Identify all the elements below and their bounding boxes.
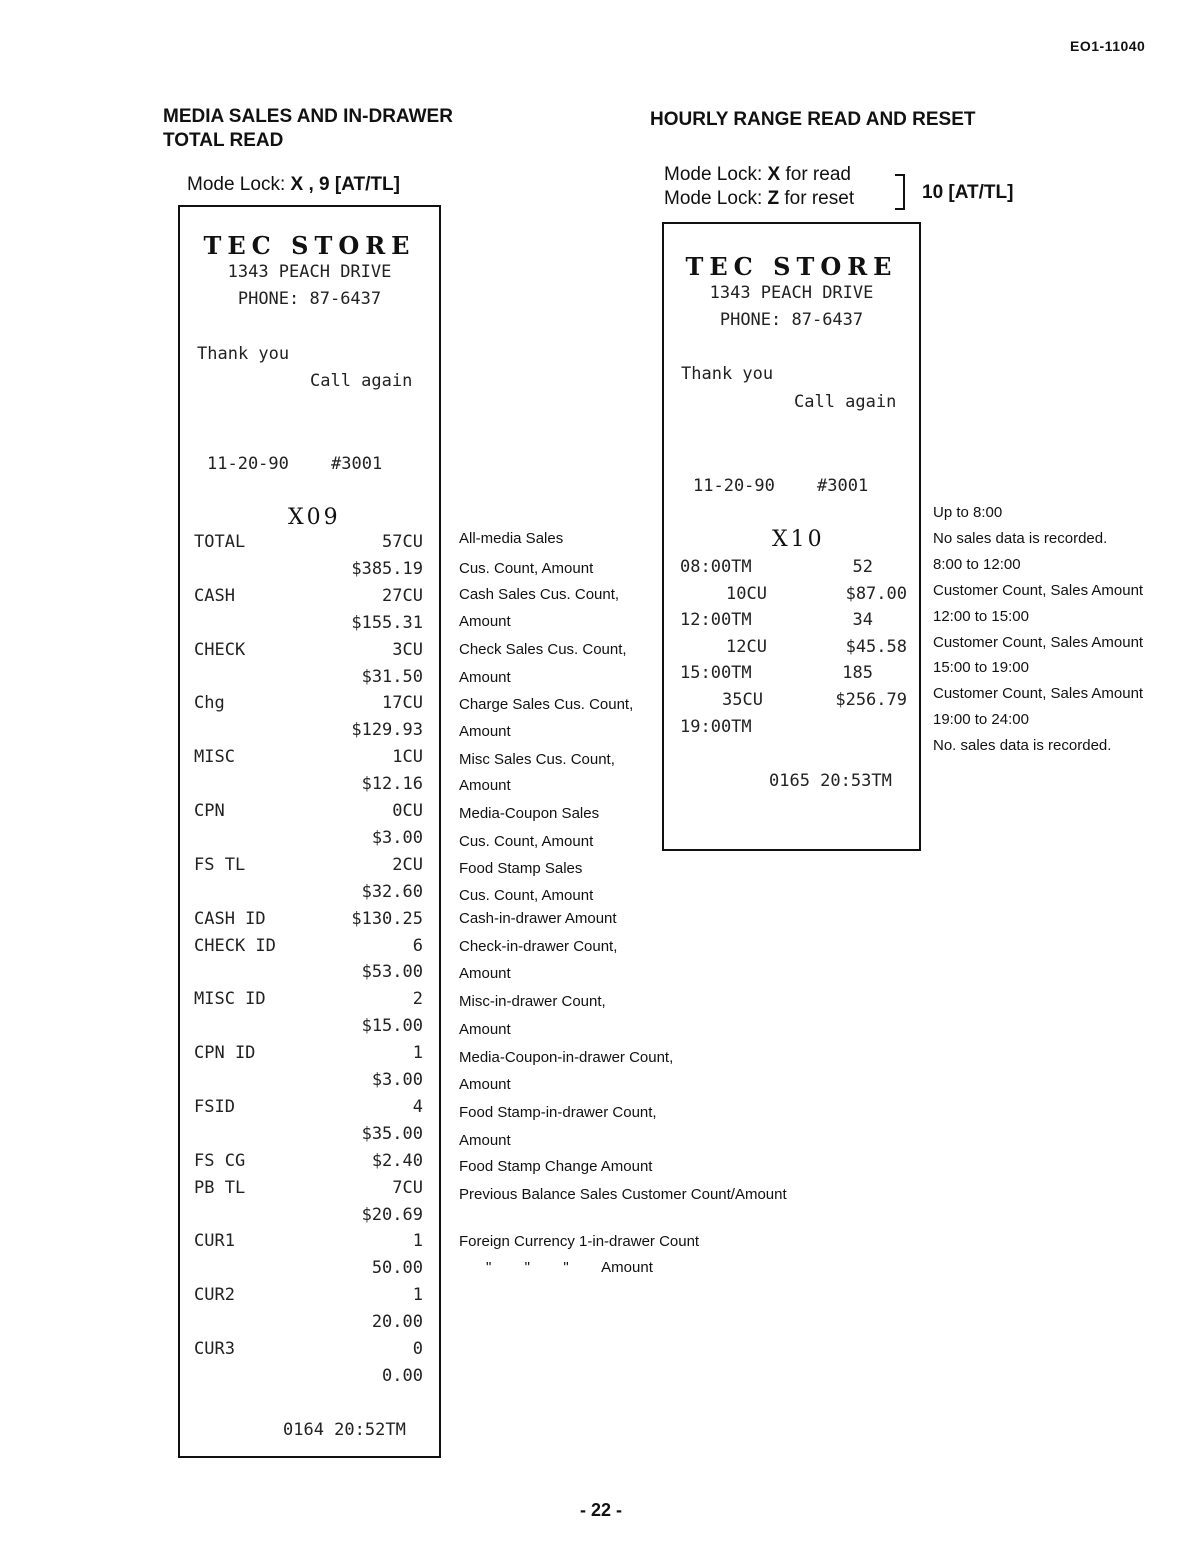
left-row-label: MISC (194, 747, 235, 768)
left-annotation: Cus. Count, Amount (459, 560, 594, 577)
left-receipt-store: TEC STORE (203, 231, 416, 260)
left-receipt-date: 11-20-90 (207, 454, 289, 474)
left-annotation: Foreign Currency 1-in-drawer Count (459, 1233, 700, 1250)
left-row-value: 1 (412, 1043, 423, 1064)
left-row-value: $385.19 (351, 558, 423, 579)
right-annotation: 12:00 to 15:00 (933, 607, 1029, 625)
right-row-value: $256.79 (835, 690, 907, 710)
left-receipt-address: 1343 PEACH DRIVE (227, 262, 392, 282)
left-row-value: 2 (412, 989, 423, 1010)
left-annotation: Food Stamp Sales (459, 860, 583, 877)
right-mode-reset (664, 188, 854, 210)
left-receipt-phone: PHONE: 87-6437 (237, 289, 382, 309)
left-row-label: CASH ID (194, 908, 266, 929)
left-row-value: 17CU (382, 693, 423, 714)
left-mode-lock (187, 174, 400, 196)
left-annotation: Food Stamp Change Amount (459, 1158, 653, 1175)
left-row-value: $53.00 (361, 962, 423, 983)
left-annotation: Cus. Count, Amount (459, 887, 594, 904)
left-annotation: Amount (459, 613, 511, 630)
right-receipt-phone: PHONE: 87-6437 (719, 310, 864, 330)
right-annotation: 19:00 to 24:00 (933, 711, 1029, 729)
left-annotation: Charge Sales Cus. Count, (459, 696, 634, 713)
right-mode-label-2: Mode Lock: (664, 188, 763, 209)
right-mode-label-1: Mode Lock: (664, 164, 763, 185)
right-receipt-call: Call again (794, 392, 897, 412)
left-row-value: $155.31 (351, 612, 423, 633)
right-row-value: $45.58 (845, 636, 907, 657)
left-row-label: FSID (194, 1096, 235, 1117)
left-row-value: $20.69 (361, 1204, 423, 1225)
left-annotation: Misc-in-drawer Count, (459, 993, 606, 1010)
right-row-label: 12:00TM (680, 610, 752, 631)
right-receipt-thank: Thank you (681, 364, 774, 384)
left-row-value: $31.50 (361, 666, 423, 687)
left-row-label: CPN ID (194, 1043, 256, 1064)
left-row-value: $2.40 (371, 1150, 423, 1171)
left-row-value: 27CU (382, 585, 423, 606)
right-annotation: 15:00 to 19:00 (933, 659, 1029, 677)
left-annotation: Cash-in-drawer Amount (459, 910, 617, 927)
left-receipt-call: Call again (310, 371, 413, 391)
left-heading-line1: MEDIA SALES AND IN-DRAWER (163, 106, 453, 127)
left-row-label: CHECK ID (194, 935, 276, 956)
left-annotation: Previous Balance Sales Customer Count/Amount (459, 1186, 787, 1203)
left-annotation: Amount (459, 669, 511, 686)
right-mode-read-key: X (767, 164, 781, 185)
left-annotation: Amount (459, 777, 511, 794)
right-receipt (662, 222, 921, 851)
right-mode-suffix: 10 [AT/TL] (922, 182, 1014, 203)
left-mode-label: Mode Lock: (187, 174, 286, 195)
left-annotation: Cash Sales Cus. Count, (459, 586, 620, 603)
left-row-label: TOTAL (194, 532, 246, 552)
left-annotation: Check Sales Cus. Count, (459, 641, 627, 658)
left-annotation: Amount (459, 965, 511, 982)
left-heading (163, 105, 453, 153)
left-receipt-code: X09 (288, 505, 341, 530)
left-annotation: Media-Coupon Sales (459, 805, 600, 822)
left-annotation: Cus. Count, Amount (459, 833, 594, 850)
left-row-value: 2CU (392, 854, 423, 875)
right-receipt-address: 1343 PEACH DRIVE (709, 283, 874, 303)
left-row-value: 1 (412, 1231, 423, 1252)
left-row-label: CASH (194, 585, 235, 606)
right-mode-reset-key: Z (767, 188, 780, 209)
left-row-value: $3.00 (371, 827, 423, 848)
right-row-label: 19:00TM (680, 716, 752, 737)
right-row-label: 12CU (726, 636, 767, 657)
left-row-value: $35.00 (361, 1123, 423, 1144)
left-mode-value: X , 9 [AT/TL] (290, 174, 400, 195)
left-annotation: Check-in-drawer Count, (459, 938, 618, 955)
left-annotation: All-media Sales (459, 530, 564, 547)
left-row-label: PB TL (194, 1177, 246, 1198)
left-row-value: $130.25 (351, 908, 423, 929)
left-row-value: $15.00 (361, 1016, 423, 1037)
left-receipt (178, 205, 441, 1458)
left-receipt-number: #3001 (331, 454, 383, 474)
right-row-value: $87.00 (845, 583, 907, 604)
left-row-value: 1CU (392, 747, 423, 768)
left-row-label: CUR2 (194, 1285, 235, 1306)
right-annotation: Up to 8:00 (933, 504, 1003, 521)
left-annotation: Amount (459, 723, 511, 740)
left-row-label: FS TL (194, 854, 246, 875)
left-row-value: $12.16 (361, 774, 423, 795)
left-annotation: " " " Amount (486, 1259, 653, 1276)
left-annotation: Misc Sales Cus. Count, (459, 751, 615, 768)
left-row-value: 20.00 (371, 1312, 423, 1333)
right-receipt-footer: 0165 20:53TM (769, 771, 892, 791)
left-annotation: Amount (459, 1076, 511, 1093)
left-annotation: Amount (459, 1021, 511, 1038)
right-mode-read (664, 164, 851, 186)
left-row-label: CPN (194, 801, 225, 821)
right-row-label: 10CU (726, 583, 767, 604)
right-annotation: 8:00 to 12:00 (933, 555, 1021, 573)
left-row-value: $129.93 (351, 720, 423, 741)
right-annotation: Customer Count, Sales Amount (933, 581, 1144, 599)
document-id: EO1-11040 (1070, 38, 1146, 54)
left-row-value: 0 (412, 1339, 423, 1359)
left-row-value: 0CU (392, 801, 423, 821)
right-row-value: 185 (842, 663, 873, 684)
left-row-label: CUR1 (194, 1231, 235, 1252)
mode-bracket (895, 174, 905, 210)
right-row-label: 15:00TM (680, 663, 752, 684)
left-row-value: $32.60 (361, 881, 423, 902)
left-row-value: 0.00 (382, 1365, 423, 1386)
left-row-value: 57CU (382, 532, 423, 552)
right-row-value: 34 (852, 610, 873, 631)
right-receipt-store: TEC STORE (685, 252, 898, 281)
right-mode-read-text: for read (785, 164, 851, 185)
right-receipt-date: 11-20-90 (693, 476, 775, 496)
right-annotation: No sales data is recorded. (933, 529, 1108, 547)
left-row-value: 6 (412, 935, 423, 956)
left-annotation: Food Stamp-in-drawer Count, (459, 1104, 657, 1121)
left-row-value: 1 (412, 1285, 423, 1306)
right-mode-reset-text: for reset (784, 188, 855, 209)
right-row-value: 52 (852, 557, 873, 577)
left-row-label: CHECK (194, 639, 246, 660)
right-receipt-number: #3001 (817, 476, 869, 496)
right-heading: HOURLY RANGE READ AND RESET (650, 109, 976, 130)
left-row-label: Chg (194, 693, 225, 714)
left-row-value: 7CU (392, 1177, 423, 1198)
right-annotation: No. sales data is recorded. (933, 737, 1112, 755)
left-annotation: Media-Coupon-in-drawer Count, (459, 1049, 674, 1066)
left-receipt-thank: Thank you (197, 344, 290, 364)
left-receipt-footer: 0164 20:52TM (283, 1420, 406, 1440)
left-row-label: FS CG (194, 1150, 246, 1171)
left-annotation: Amount (459, 1132, 511, 1149)
right-annotation: Customer Count, Sales Amount (933, 633, 1144, 651)
right-receipt-code: X10 (772, 527, 825, 552)
page-number: - 22 - (579, 1500, 622, 1520)
left-heading-line2: TOTAL READ (163, 130, 284, 151)
right-row-label: 35CU (722, 690, 763, 710)
left-row-value: 3CU (392, 639, 423, 660)
left-row-label: CUR3 (194, 1339, 235, 1359)
left-row-label: MISC ID (194, 989, 266, 1010)
left-row-value: $3.00 (371, 1070, 423, 1090)
right-annotation: Customer Count, Sales Amount (933, 685, 1144, 703)
left-row-value: 4 (412, 1096, 423, 1117)
left-row-value: 50.00 (371, 1258, 423, 1279)
right-row-label: 08:00TM (680, 557, 752, 577)
